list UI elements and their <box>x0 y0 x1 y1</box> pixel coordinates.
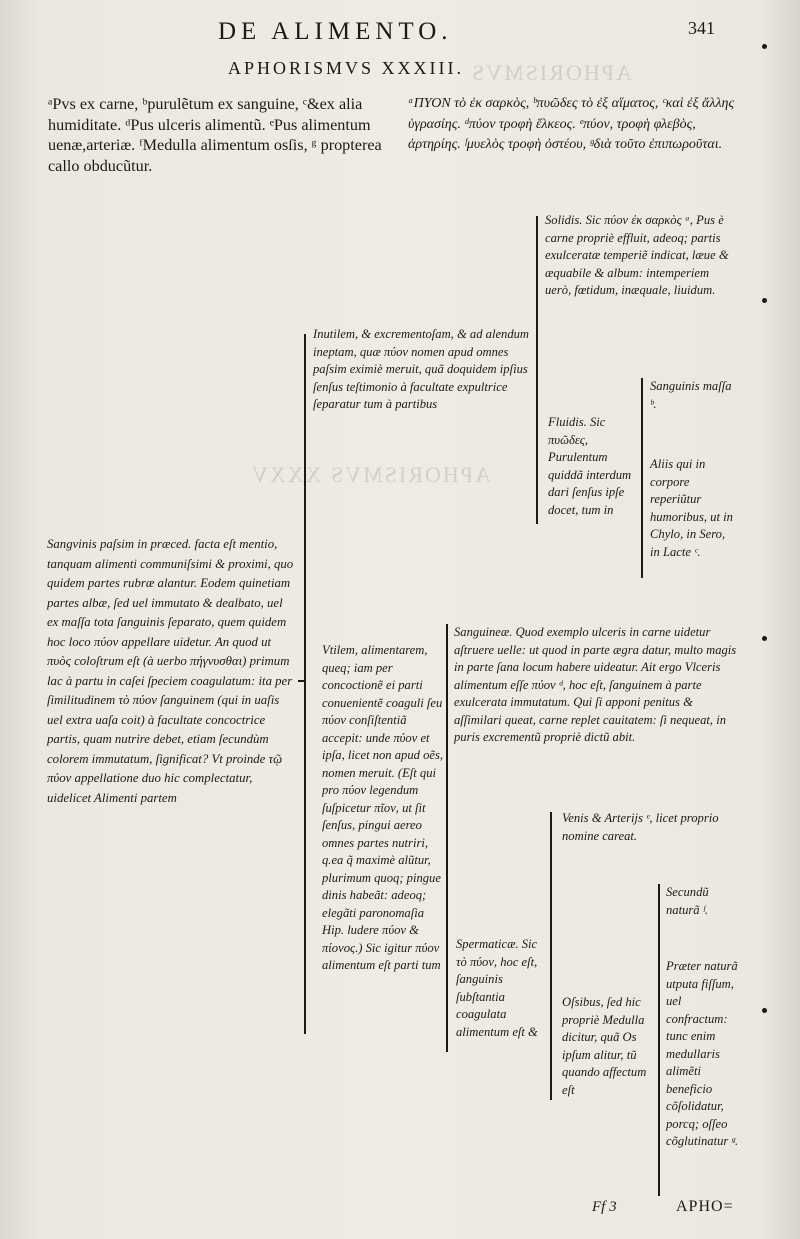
branch-sanguinis-massa: Sanguinis maſſa ᵇ. <box>650 379 732 411</box>
bleed-through: APHORISMVS <box>470 60 632 85</box>
aphorism-title: APHORISMVS XXXIII. <box>228 58 465 78</box>
signature-mark: Ff 3 <box>592 1199 617 1215</box>
binding-speck <box>762 1008 767 1013</box>
page-number: 341 <box>688 18 715 38</box>
branch-secundum-naturam: Secundũ naturã ᶠ. <box>666 885 709 917</box>
branch-spermaticae: Spermaticæ. Sic τὸ πύον, hoc eſt, ſanguinis ſubſtantia coagulata alimentum eſt & <box>456 937 538 1039</box>
brace-level-2-utilem <box>446 624 448 1052</box>
binding-speck <box>762 298 767 303</box>
branch-praeter-naturam: Præter naturã utputa fiſſum, uel confractum: tunc enim medullaris alimẽti beneficio cõſolidatur, porcq; oſſeo cõglutinatur ᵍ. <box>666 959 739 1148</box>
brace-level-1 <box>304 334 306 1034</box>
running-head: DE ALIMENTO. <box>218 18 453 45</box>
branch-utilem: Vtilem, alimentarem, queq; iam per concoctionẽ ei parti conuenientẽ coaguli ſeu πύον conſiſtentiã accepit: unde πύον et ipſa, licet non apud oẽs, nomen meruit. (Eſt qui pro πύον legendum ſuſpicetur πῖον, ut ſit ſenſus, pingui aereo omnes partes nutriri, q.ea q̃ maximè alũtur, plurimum quoq; pingue dinis habeãt: adeoq; elegãti paronomaſia Hip. ludere πύον & πίονος.) Sic igitur πύον alimentum eſt parti tum <box>322 643 444 972</box>
brace-level-3-fluidis <box>641 378 643 578</box>
latin-aphorism-text: ᵃPvs ex carne, ᵇpurulẽtum ex sanguine, ᶜ&ex alia humiditate. ᵈPus ulceris alimentũ. ᵉPus alimentum uenæ,arteriæ. ᶠMedulla alimentum osſis, ᵍ propterea callo obducũtur. <box>48 95 382 175</box>
branch-ossibus: Oſsibus, ſed hic propriè Medulla dicitur, quã Os ipſum alitur, tũ quando affectum eſt <box>562 995 647 1097</box>
bleed-through: APHORISMVS XXXV <box>250 462 491 487</box>
catchword: APHO= <box>676 1198 734 1215</box>
brace-level-3-spermaticae <box>550 812 552 1100</box>
branch-sanguineae: Sanguineæ. Quod exemplo ulceris in carne uidetur aſtruere uelle: ut quod in parte ægra datur, multo magis in parte ſana locum habere uideatur. Ait ergo Vlceris alimentum eſſe πύον ᵈ, hoc eſt, ſanguinem à parte exulcerata immutatum. Qui ſi apponi penitus & aſſimilari queat, carne replet cauitatem: ſi nequeat, in puris excrementũ propriè dictũ abit. <box>454 625 737 744</box>
branch-fluidis: Fluidis. Sic πυῶδες, Purulentum quiddã interdum dari ſenſus ipſe docet, tum in <box>548 415 632 517</box>
branch-aliis: Aliis qui in corpore reperiũtur humoribus, ut in Chylo, in Sero, in Lacte ᶜ. <box>650 457 733 559</box>
greek-aphorism-text: ᵃΠΥΟΝ τὸ ἐκ σαρκὸς, ᵇπυῶδες τὸ ἐξ αἵματος, ᶜκαὶ ἐξ ἄλλης ὑγρασίης. ᵈπύον τροφὴ ἕλκεος. ᵉπύον, τροφὴ φλεβὸς, ἀρτηρίης. ᶠμυελὸς τροφὴ ὀστέου, ᵍδιὰ τοῦτο ἐπιπωροῦται. <box>408 96 735 152</box>
brace-level-2-inutilem <box>536 216 538 524</box>
binding-speck <box>762 44 767 49</box>
brace-level-4-ossibus <box>658 884 660 1196</box>
branch-venis: Venis & Arterijs ᵉ, licet proprio nomine careat. <box>562 811 719 843</box>
commentary-sanguinis: Sangvinis paſsim in præced. facta eſt mentio, tanquam alimenti communiſsimi & proximi, quo quidem partes rubræ alantur. Eodem quinetiam partes albæ, ſed uel immutato & dealbato, uel ex maſſa tota ſanguinis ſeparato, quem quidem hoc loco πύον appellare uidetur. An quod ut πυὸς coloſtrum eſt (à uerbo πήγνυσθαι) primum lac à partu in caſei ſpeciem coagulatum: ita per ſimilitudinem τὸ πύον ſanguinem (qui in uaſis uel extra uaſa coit) à facultate concoctrice partis, quam nutrire debet, etiam ſecundùm colorem immutatum, ſignificat? Vt proinde τῷ πύον appellatione duo hic complectatur, uidelicet Alimenti partem <box>47 537 294 805</box>
branch-inutilem: Inutilem, & excrementoſam, & ad alendum ineptam, quæ πύον nomen apud omnes paſsim eximiè meruit, quã doquidem ipſius ſenſus teſtimonio à facultate expultrice ſeparatur tum à partibus <box>313 327 530 411</box>
binding-speck <box>762 636 767 641</box>
brace-tip <box>298 680 305 682</box>
branch-solidis: Solidis. Sic πύον ἐκ σαρκὸς ᵃ, Pus è carne propriè effluit, adeoq; partis exulceratæ temperiẽ indicat, læue & æquabile & album: intemperiem uerò, fœtidum, inæquale, liuidum. <box>545 213 729 297</box>
